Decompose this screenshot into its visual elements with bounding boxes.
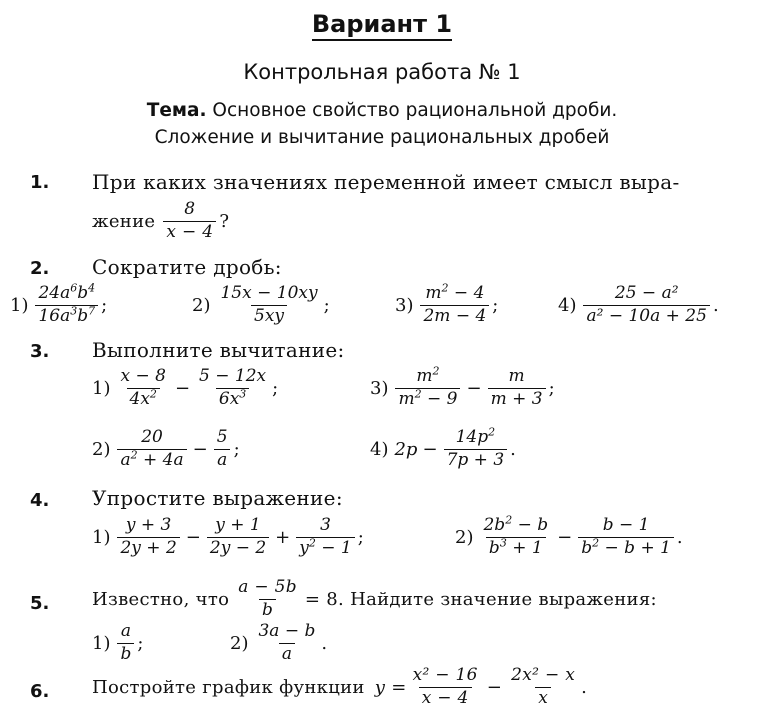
task-4-item-1: 1) $\frac{y + 3}{2y + 2}$ − $\frac{y + 1}{2y - 2}$ + $\frac{3}{y^2 - 1}$ ; [92,515,364,558]
task-3-item-4: 4) 2p − $\frac{14p^2}{7p + 3}$ . [370,425,516,470]
task-3-text: Выполните вычитание: [92,338,345,362]
task-2-item-2: 2) $\frac{15x - 10xy}{5xy}$ ; [192,283,330,326]
task-3-item-1: 1) $\frac{x - 8}{4x^2}$ − $\frac{5 - 12x}{6x^3}$ ; [92,366,279,409]
task-4-text: Упростите выражение: [92,486,343,510]
task-4-number: 4. [30,490,50,511]
task-5-item-1: 1) $\frac{a}{b}$ ; [92,621,144,664]
task-2-text: Сократите дробь: [92,255,282,279]
task-1-fraction: $\frac{8}{x - 4}$ [163,200,216,242]
task-6-number: 6. [30,681,50,702]
task-1-line-2: жение $\frac{8}{x - 4}$ ? [92,199,230,242]
task-2-item-3: 3) $\frac{m^2 - 4}{2m - 4}$ ; [395,281,499,326]
task-5-item-2: 2) $\frac{3a - b}{a}$ . [230,621,328,664]
topic-line-2: Сложение и вычитание рациональных дробей [154,127,610,148]
task-5-number: 5. [30,593,50,614]
variant-title: Вариант 1 [0,10,764,38]
task-3-item-2: 2) $\frac{20}{a^2 + 4a}$ − $\frac{5}{a}$ ; [92,427,240,470]
test-title: Контрольная работа № 1 [243,60,521,84]
task-5-text: Известно, что $\frac{a - 5b}{b}$ = 8. Найдите значение выражения: [92,577,657,620]
task-1-line-1: При каких значениях переменной имеет смысл выра- [92,170,680,194]
task-2-number: 2. [30,258,50,279]
task-3-number: 3. [30,341,50,362]
task-2-item-4: 4) $\frac{\text{25 − a²}}{\text{a² − 10a + 25}}$ . [558,283,719,326]
task-6-text: Постройте график функции y = $\frac{\text{x² − 16}}{x - 4}$ − $\frac{\text{2x² − x}}{x}$ . [92,665,588,708]
task-3-item-3: 3) $\frac{m^2}{m^2 - 9}$ − $\frac{m}{m + 3}$ ; [370,364,555,409]
task-1-number: 1. [30,172,50,193]
task-2-item-1: 1) $\frac{24a^6b^4}{16a^3b^7}$ ; [10,281,108,326]
task-4-item-2: 2) $\frac{2b^2 - b}{b^3 + 1}$ − $\frac{b - 1}{b^2 - b + 1}$ . [455,513,683,558]
topic-line-1: Тема. Основное свойство рациональной дроби. [146,100,618,121]
